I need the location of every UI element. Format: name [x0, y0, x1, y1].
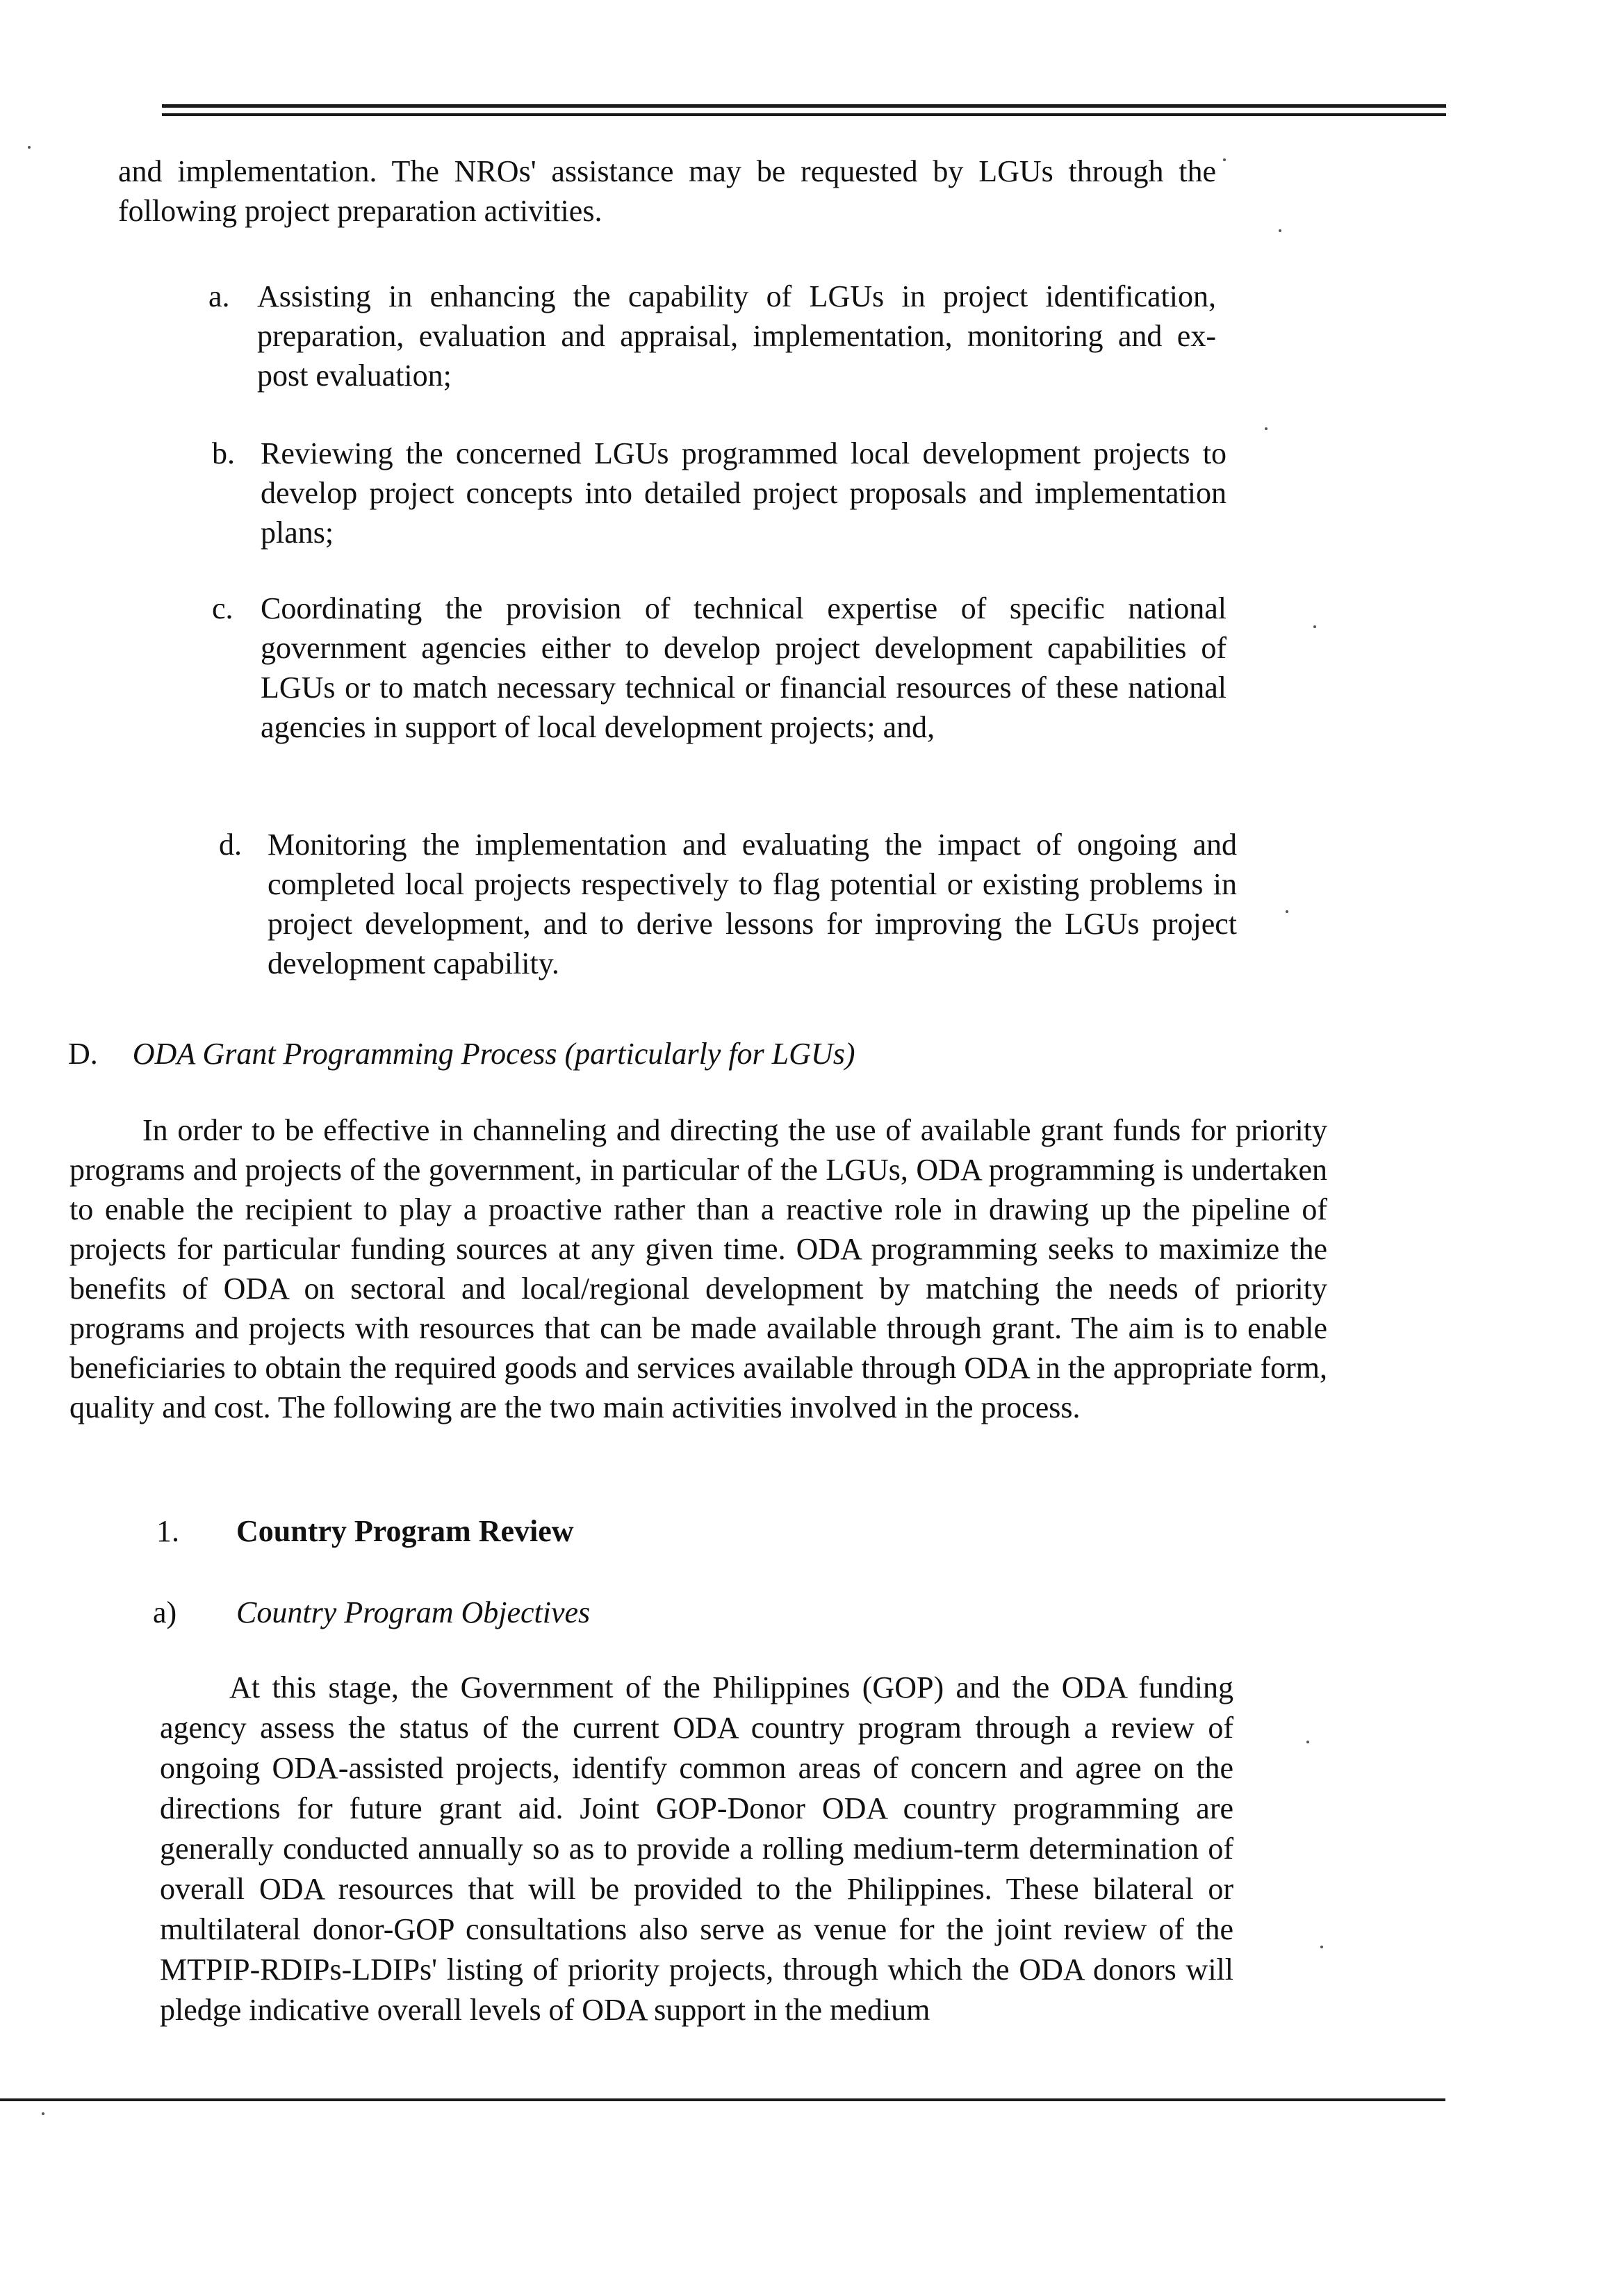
body-paragraph-oda-programming: In order to be effective in channeling and directing the use of available grant funds for priority programs and projects of the government, in particular of the LGUs, ODA programming is undertaken to enable the recipient to play a proactive rather than a reactive role in drawing up the pipeline of projects for particular funding sources at any given time. ODA programming seeks to maximize the benefits of ODA on sectoral and local/regional development by matching the needs of priority programs and projects with resources that can be made available through grant. The aim is to enable beneficiaries to obtain the required goods and services available through ODA in the appropriate form, quality and cost. The following are the two main activities involved in the process.: [69, 1113, 1327, 1424]
scan-speck: [1286, 910, 1288, 913]
scan-speck: [1313, 625, 1316, 628]
list-item-letter: b.: [212, 436, 235, 470]
section-number: D.: [68, 1037, 98, 1071]
list-item-text: Monitoring the implementation and evaluating the impact of ongoing and completed local projects respectively to flag potential or existing problems in project development, and to derive lessons for improving the LGUs project development capability.: [268, 828, 1237, 980]
sub-subsection-title: Country Program Objectives: [236, 1595, 591, 1629]
sub-subsection-number: a): [153, 1595, 177, 1629]
section-heading: [68, 1034, 855, 1074]
sub-subsection-heading: [153, 1593, 590, 1632]
section-title: ODA Grant Programming Process (particularly for LGUs): [132, 1037, 855, 1071]
footer-rule: [0, 2098, 1445, 2101]
body-paragraph-country-program: At this stage, the Government of the Philippines (GOP) and the ODA funding agency assess the status of the current ODA country program through a review of ongoing ODA-assisted projects, identify common areas of concern and agree on the directions for future grant aid. Joint GOP-Donor ODA country programming are generally conducted annually so as to provide a rolling medium-term determination of overall ODA resources that will be provided to the Philippines. These bilateral or multilateral donor-GOP consultations also serve as venue for the joint review of the MTPIP-RDIPs-LDIPs' listing of priority projects, through which the ODA donors will pledge indicative overall levels of ODA support in the medium: [160, 1670, 1233, 2027]
scan-speck: [1279, 229, 1281, 232]
scan-speck: [42, 2112, 44, 2115]
list-item-text: Coordinating the provision of technical expertise of specific national government agencies either to develop project development capabilities of LGUs or to match necessary technical or financial resources of these national agencies in support of local development projects; and,: [261, 591, 1227, 744]
subsection-title: Country Program Review: [236, 1514, 574, 1548]
scan-speck: [1265, 427, 1268, 430]
list-item-letter: c.: [212, 591, 233, 625]
list-item-letter: d.: [219, 828, 242, 862]
header-rule-lower: [162, 113, 1446, 116]
scan-speck: [28, 146, 31, 149]
scan-speck: [1223, 158, 1226, 161]
list-item-text: Reviewing the concerned LGUs programmed local development projects to develop project concepts into detailed project proposals and implementation plans;: [261, 436, 1227, 550]
list-item-letter: a.: [208, 279, 230, 313]
intro-paragraph: and implementation. The NROs' assistance may be requested by LGUs through the following project preparation activities.: [118, 154, 1216, 228]
subsection-heading: [156, 1511, 574, 1551]
header-rule-upper: [162, 104, 1446, 108]
list-item-text: Assisting in enhancing the capability of LGUs in project identification, preparation, evaluation and appraisal, implementation, monitoring and ex-post evaluation;: [257, 279, 1216, 393]
subsection-number: 1.: [156, 1514, 179, 1548]
scan-speck: [1320, 1946, 1323, 1948]
scan-speck: [1306, 1741, 1309, 1743]
